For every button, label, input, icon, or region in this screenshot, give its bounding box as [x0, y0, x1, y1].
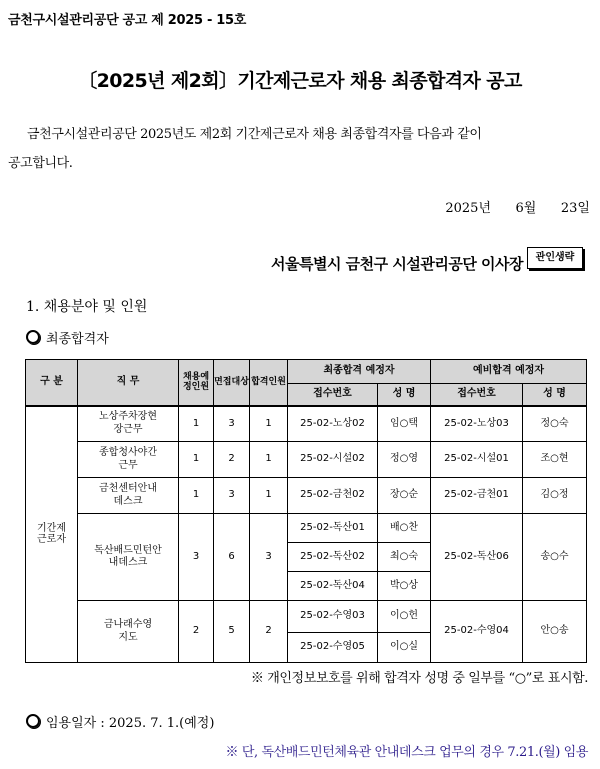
intro-text-line2: 공고합니다.: [8, 156, 73, 171]
header-division: 구 분: [26, 360, 78, 406]
header-interview: 면접대상: [214, 360, 250, 406]
reserve-name-cell: 조○현: [523, 442, 587, 478]
table-row: [26, 406, 587, 442]
final-receipt-cell: 25-02-독산04: [288, 572, 378, 601]
header-planned: 채용예정인원: [179, 360, 214, 406]
header-reserve-receipt: 접수번호: [431, 384, 523, 406]
planned-cell: 1: [179, 478, 214, 514]
notice-number: 금천구시설관리공단 공고 제 2025 - 15호: [8, 13, 247, 28]
appointment-label: 임용일자 : 2025. 7. 1.(예정): [46, 716, 215, 731]
subsection-heading: [26, 328, 109, 347]
header-final-name: 성 명: [378, 384, 431, 406]
subsection-label: 최종합격자: [46, 332, 109, 347]
notice-date: 2025년 6월 23일: [445, 201, 590, 216]
final-receipt-cell: 25-02-독산01: [288, 514, 378, 543]
header-reserve-name: 성 명: [523, 384, 587, 406]
passed-cell: 1: [250, 406, 288, 442]
header-final-receipt: 접수번호: [288, 384, 378, 406]
passed-cell: 1: [250, 442, 288, 478]
reserve-name-cell: 송○수: [523, 514, 587, 601]
table-row: [26, 514, 587, 543]
planned-cell: 1: [179, 406, 214, 442]
interview-cell: 2: [214, 442, 250, 478]
table-row: [26, 601, 587, 633]
header-reserve-group: 예비합격 예정자: [431, 360, 587, 384]
reserve-receipt-cell: 25-02-독산06: [431, 514, 523, 601]
interview-cell: 3: [214, 478, 250, 514]
final-name-cell: 박○상: [378, 572, 431, 601]
final-receipt-cell: 25-02-수영03: [288, 601, 378, 633]
final-name-cell: 최○숙: [378, 543, 431, 572]
planned-cell: 2: [179, 601, 214, 663]
reserve-receipt-cell: 25-02-노상03: [431, 406, 523, 442]
interview-cell: 3: [214, 406, 250, 442]
position-cell: 종합청사야간근무: [78, 442, 179, 478]
final-receipt-cell: 25-02-금천02: [288, 478, 378, 514]
position-cell: 독산배드민턴안내데스크: [78, 514, 179, 601]
position-cell: 금나래수영지도: [78, 601, 179, 663]
table-row: [26, 442, 587, 478]
final-name-cell: 이○실: [378, 633, 431, 663]
reserve-receipt-cell: 25-02-시설01: [431, 442, 523, 478]
final-name-cell: 장○순: [378, 478, 431, 514]
planned-cell: 3: [179, 514, 214, 601]
appointment-date: [26, 712, 214, 731]
privacy-note: ※ 개인정보보호를 위해 합격자 성명 중 일부를 “○”로 표시함.: [250, 671, 588, 686]
final-receipt-cell: 25-02-수영05: [288, 633, 378, 663]
reserve-name-cell: 김○정: [523, 478, 587, 514]
interview-cell: 6: [214, 514, 250, 601]
circle-bullet-icon: [26, 714, 40, 728]
passed-cell: 1: [250, 478, 288, 514]
position-cell: 노상주차장현장근무: [78, 406, 179, 442]
reserve-receipt-cell: 25-02-금천01: [431, 478, 523, 514]
table-row: [26, 478, 587, 514]
interview-cell: 5: [214, 601, 250, 663]
final-receipt-cell: 25-02-독산02: [288, 543, 378, 572]
final-name-cell: 임○택: [378, 406, 431, 442]
position-cell: 금천센터안내데스크: [78, 478, 179, 514]
reserve-receipt-cell: 25-02-수영04: [431, 601, 523, 663]
passed-cell: 2: [250, 601, 288, 663]
passed-cell: 3: [250, 514, 288, 601]
result-table: [25, 359, 587, 663]
page-title: 〔2025년 제2회〕기간제근로자 채용 최종합격자 공고: [78, 70, 522, 92]
section-heading: 1. 채용분야 및 인원: [26, 299, 148, 315]
circle-bullet-icon: [26, 330, 40, 344]
intro-text-line1: 금천구시설관리공단 2025년도 제2회 기간제근로자 채용 최종합격자를 다음과 같이: [27, 127, 482, 142]
header-position: 직 무: [78, 360, 179, 406]
planned-cell: 1: [179, 442, 214, 478]
header-passed: 합격인원: [250, 360, 288, 406]
reserve-name-cell: 안○송: [523, 601, 587, 663]
signer: 서울특별시 금천구 시설관리공단 이사장: [271, 255, 523, 273]
header-final-group: 최종합격 예정자: [288, 360, 431, 384]
final-name-cell: 이○헌: [378, 601, 431, 633]
final-receipt-cell: 25-02-시설02: [288, 442, 378, 478]
footnote: ※ 단, 독산배드민턴체육관 안내데스크 업무의 경우 7.21.(월) 임용: [225, 745, 588, 760]
category-cell: 기간제근로자: [26, 406, 78, 663]
final-name-cell: 정○영: [378, 442, 431, 478]
final-receipt-cell: 25-02-노상02: [288, 406, 378, 442]
seal-stamp: 관인생략: [527, 247, 583, 269]
final-name-cell: 배○찬: [378, 514, 431, 543]
reserve-name-cell: 정○숙: [523, 406, 587, 442]
